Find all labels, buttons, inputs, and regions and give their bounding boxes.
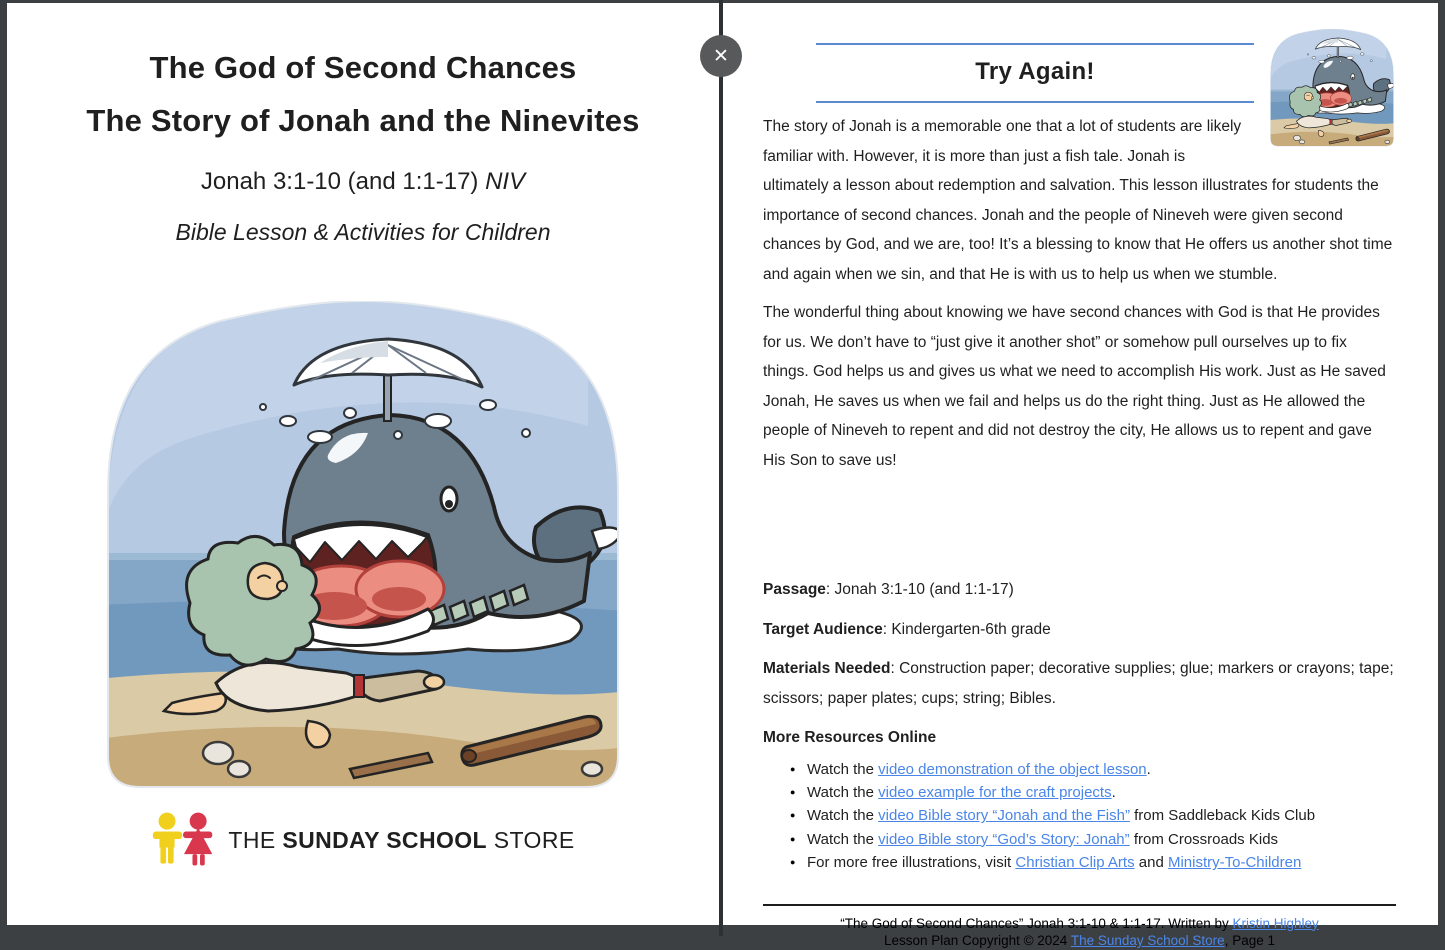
resource-link[interactable]: video Bible story “God’s Story: Jonah”	[878, 830, 1130, 848]
jonah-whale-illustration-small	[1268, 28, 1396, 149]
resource-text: from Crossroads Kids	[1129, 830, 1279, 848]
footer-line2-suffix: , Page 1	[1224, 933, 1275, 949]
detail-target-audience-value: : Kindergarten-6th grade	[882, 620, 1051, 638]
logo-word-store: STORE	[486, 826, 575, 853]
resource-link[interactable]: video example for the craft projects	[878, 783, 1112, 801]
resource-item	[807, 781, 1396, 804]
detail-passage-label: Passage	[763, 581, 826, 598]
detail-materials	[763, 654, 1396, 713]
lesson-heading-box	[816, 43, 1254, 103]
resource-text: from Saddleback Kids Club	[1129, 807, 1316, 825]
resource-link[interactable]: video Bible story “Jonah and the Fish”	[878, 807, 1130, 825]
footer-line1-text: “The God of Second Chances” Jonah 3:1-10 & 1:1-17. Written by	[840, 915, 1233, 931]
detail-materials-label: Materials Needed	[763, 660, 891, 677]
publisher-logo-text	[228, 827, 574, 854]
bible-version: NIV	[485, 168, 526, 195]
resource-text: Watch the	[807, 830, 879, 848]
footer-line2-text: Lesson Plan Copyright © 2024	[884, 933, 1071, 949]
jonah-whale-illustration-large	[98, 301, 628, 795]
footer-store-link[interactable]: The Sunday School Store	[1070, 933, 1225, 949]
close-button[interactable]	[700, 35, 742, 77]
publisher-logo	[7, 811, 719, 869]
logo-word-the: THE	[228, 826, 283, 853]
resource-item	[807, 804, 1396, 827]
detail-target-audience-label: Target Audience	[763, 620, 883, 638]
resource-link[interactable]: Ministry-To-Children	[1167, 854, 1302, 872]
resource-text: and	[1134, 854, 1168, 872]
detail-materials-value: : Construction paper; decorative supplies; glue; markers or crayons; tape; scissors; paper plates; cups; string; Bibles.	[763, 660, 1394, 707]
document-title-line1: The God of Second Chances	[149, 50, 577, 85]
resource-text: .	[1111, 783, 1116, 801]
detail-target-audience	[763, 615, 1396, 645]
lesson-paragraph-1: The story of Jonah is a memorable one that a lot of students are likely familiar with. However, it is more than just a fish tale. Jonah is ultimately a lesson about redemption and salvation. This lesson illustrates for students the importance of second chances. Jonah and the people of Nineveh were given second chances by God, and we are, too! It’s a blessing to know that He offers us another shot time and again when we sin, and that He is with us to help us when we stumble.	[763, 118, 1393, 283]
detail-passage	[763, 575, 1396, 605]
lesson-paragraph-2: The wonderful thing about knowing we have second chances with God is that He provides for us. We don’t have to “just give it another shot” or somehow pull ourselves up to fix things. God helps us and gives us what we need to accomplish His work. Just as He saved Jonah, He saves us when we fail and helps us do the right thing. Just as He allowed the people of Nineveh to repent and did not destroy the city, He allows us to repent and gave His Son to save us!	[763, 304, 1386, 469]
footer-line1	[763, 915, 1396, 933]
resources-list	[763, 758, 1396, 875]
page-divider	[719, 0, 723, 936]
jonah-whale-illustration	[98, 301, 628, 795]
resource-text: Watch the	[807, 807, 879, 825]
passage-reference-text: Jonah 3:1-10 (and 1:1-17)	[200, 168, 486, 195]
resource-text: Watch the	[807, 783, 879, 801]
resource-text: .	[1146, 760, 1151, 778]
footer-author-link[interactable]: Kristin Highley	[1232, 915, 1319, 931]
resource-link[interactable]: Christian Clip Arts	[1015, 854, 1135, 872]
resource-item	[807, 828, 1396, 851]
page-left	[7, 3, 719, 925]
resource-item	[807, 758, 1396, 781]
resource-text: For more free illustrations, visit	[807, 854, 1016, 872]
children-figures-icon	[151, 811, 217, 869]
footer-line2	[763, 932, 1396, 950]
detail-passage-value: : Jonah 3:1-10 (and 1:1-17)	[825, 581, 1014, 598]
logo-word-sundayschool: SUNDAY SCHOOL	[282, 826, 487, 853]
document-tagline: Bible Lesson & Activities for Children	[175, 219, 551, 245]
page-footer	[763, 906, 1396, 950]
lesson-heading: Try Again!	[975, 58, 1095, 85]
page-right	[723, 3, 1438, 949]
close-icon: ✕	[713, 45, 729, 67]
resource-text: Watch the	[807, 760, 879, 778]
document-title-line2: The Story of Jonah and the Ninevites	[86, 103, 640, 138]
resource-link[interactable]: video demonstration of the object lesson	[878, 760, 1147, 778]
passage-reference	[7, 167, 719, 197]
section-gap	[763, 475, 1396, 565]
resources-heading: More Resources Online	[763, 729, 937, 746]
resource-item	[807, 851, 1396, 874]
